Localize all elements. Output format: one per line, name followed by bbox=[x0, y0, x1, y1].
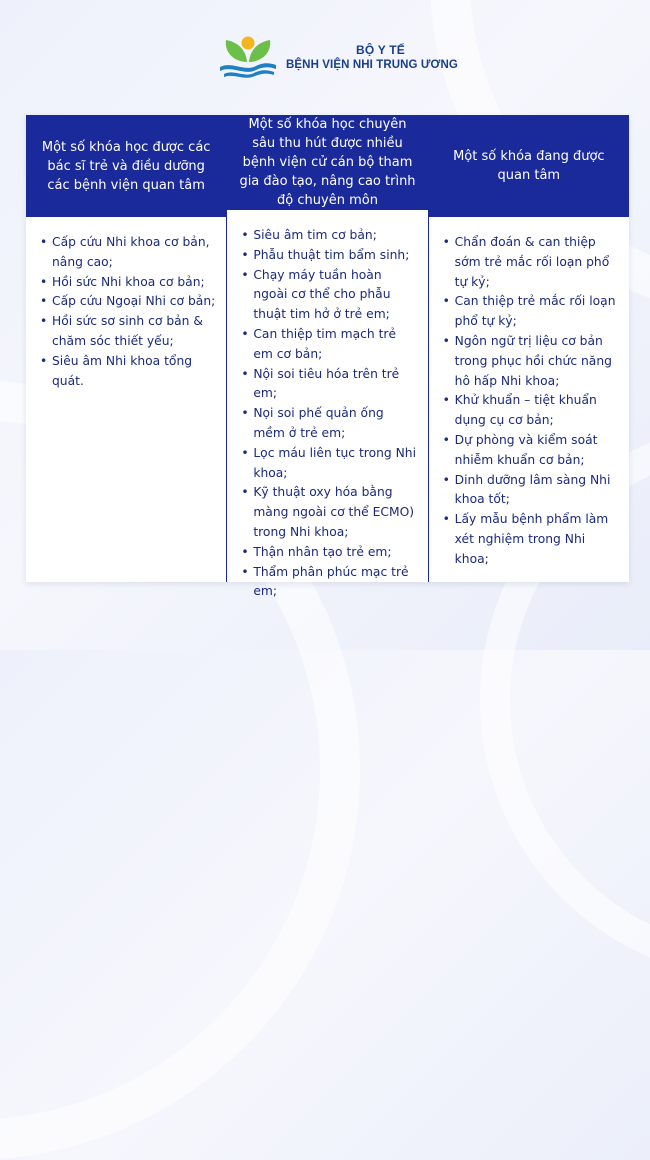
list-item: • Kỹ thuật oxy hóa bằng màng ngoài cơ thể ECMO) trong Nhi khoa; bbox=[241, 483, 417, 542]
list-item: • Thẩm phân phúc mạc trẻ em; bbox=[241, 563, 417, 603]
list-item: • Lọc máu liên tục trong Nhi khoa; bbox=[241, 444, 417, 484]
list-item: • Chẩn đoán & can thiệp sớm trẻ mắc rối loạn phổ tự kỷ; bbox=[443, 233, 619, 292]
list-item: • Dinh dưỡng lâm sàng Nhi khoa tốt; bbox=[443, 471, 619, 511]
column-items bbox=[429, 217, 629, 570]
ministry-name: BỘ Y TẾ bbox=[356, 43, 405, 57]
list-item: • Hồi sức sơ sinh cơ bản & chăm sóc thiết yếu; bbox=[40, 312, 216, 352]
list-item: • Hồi sức Nhi khoa cơ bản; bbox=[40, 273, 216, 293]
list-item: • Can thiệp trẻ mắc rối loạn phổ tự kỷ; bbox=[443, 292, 619, 332]
column-items bbox=[26, 217, 226, 391]
list-item: • Can thiệp tim mạch trẻ em cơ bản; bbox=[241, 325, 417, 365]
hospital-header bbox=[218, 34, 458, 80]
column-heading: Một số khóa đang được quan tâm bbox=[429, 115, 629, 217]
hospital-logo-icon bbox=[218, 34, 278, 80]
list-item: • Chạy máy tuần hoàn ngoài cơ thể cho phẫu thuật tim hở ở trẻ em; bbox=[241, 266, 417, 325]
list-item: • Khử khuẩn – tiệt khuẩn dụng cụ cơ bản; bbox=[443, 391, 619, 431]
column-heading: Một số khóa học chuyên sâu thu hút được nhiều bệnh viện cử cán bộ tham gia đào tạo, nâng cao trình độ chuyên môn bbox=[227, 115, 427, 210]
list-item: • Ngôn ngữ trị liệu cơ bản trong phục hồi chức năng hô hấp Nhi khoa; bbox=[443, 332, 619, 391]
list-item: • Siêu âm tim cơ bản; bbox=[241, 226, 417, 246]
list-item: • Cấp cứu Nhi khoa cơ bản, nâng cao; bbox=[40, 233, 216, 273]
courses-table bbox=[26, 115, 629, 599]
list-item: • Thận nhân tạo trẻ em; bbox=[241, 543, 417, 563]
list-item: • Dự phòng và kiểm soát nhiễm khuẩn cơ bản; bbox=[443, 431, 619, 471]
list-item: • Siêu âm Nhi khoa tổng quát. bbox=[40, 352, 216, 392]
list-item: • Lấy mẫu bệnh phẩm làm xét nghiệm trong Nhi khoa; bbox=[443, 510, 619, 569]
course-column-3 bbox=[428, 115, 629, 582]
column-items bbox=[227, 210, 427, 602]
list-item: • Cấp cứu Ngoại Nhi cơ bản; bbox=[40, 292, 216, 312]
course-column-1 bbox=[26, 115, 226, 582]
hospital-name: BỆNH VIỆN NHI TRUNG ƯƠNG bbox=[286, 59, 458, 71]
list-item: • Phẫu thuật tim bẩm sinh; bbox=[241, 246, 417, 266]
list-item: • Nọi soi phế quản ống mềm ở trẻ em; bbox=[241, 404, 417, 444]
column-heading: Một số khóa học được các bác sĩ trẻ và điều dưỡng các bệnh viện quan tâm bbox=[26, 115, 226, 217]
list-item: • Nội soi tiêu hóa trên trẻ em; bbox=[241, 365, 417, 405]
course-column-2 bbox=[226, 115, 427, 599]
